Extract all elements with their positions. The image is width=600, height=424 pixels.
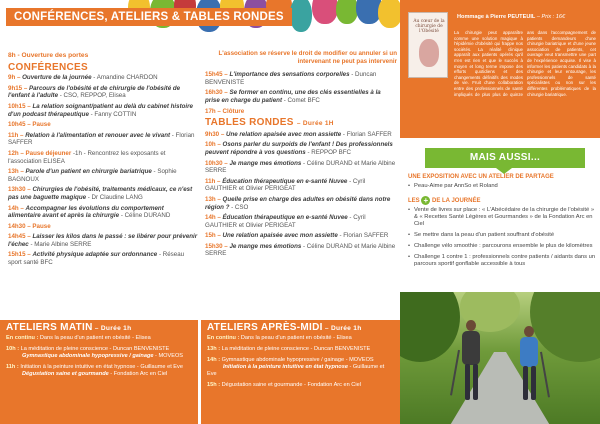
- plus-icon: +: [421, 196, 430, 205]
- table-ronde-speaker: - Cyril GAUTHIER et Olivier PERIGEAT: [205, 214, 366, 229]
- table-ronde-speaker: - CSO: [229, 203, 249, 211]
- atelier-matin-item: [6, 346, 192, 360]
- conference-time: 11h –: [8, 131, 26, 139]
- atelier-matin-label: Dans la peau d'un patient en obésité - Elisea: [39, 335, 151, 341]
- conference-time: 14h45 –: [8, 233, 33, 241]
- plus-list-item: • Challenge 1 contre 1 : professionnels contre patients / aidants dans un parcours sportif gonflable accessible à tous: [414, 254, 596, 268]
- book-cover-image: [408, 12, 448, 78]
- opening-time: 8h - Ouverture des portes: [8, 52, 89, 59]
- ateliers-matin-box: [0, 320, 198, 424]
- conference-time: 9h15 –: [8, 84, 29, 92]
- conference-item: [205, 71, 397, 86]
- conference-time: 12h – Pause déjeuner: [8, 149, 72, 157]
- atelier-apres-midi-time: 14h :: [207, 357, 222, 363]
- atelier-apres-midi-item: [207, 357, 394, 378]
- second-column: [205, 50, 397, 261]
- conference-item: [205, 89, 397, 104]
- atelier-matin-item: [6, 364, 192, 378]
- conference-time: 9h –: [8, 74, 23, 82]
- table-ronde-speaker: - Florian SAFFER: [337, 232, 389, 240]
- conference-item: [8, 74, 198, 82]
- conference-time: 16h30 –: [205, 89, 230, 97]
- table-ronde-item: [205, 178, 397, 193]
- conference-speaker: - Comet BFC: [282, 96, 320, 104]
- atelier-matin-label: La méditation de pleine conscience - Duncan BENVENISTE: [20, 346, 170, 352]
- hommage-price: – Prix : 16€: [536, 14, 566, 20]
- atelier-matin-time: 10h :: [6, 346, 21, 352]
- conference-time: 15h15 –: [8, 251, 33, 259]
- conference-time: 10h45 – Pause: [8, 121, 51, 129]
- atelier-matin-extra: Dégustation saine et gourmande: [22, 371, 109, 377]
- conference-title: Activité physique adaptée sur ordonnance: [32, 251, 158, 259]
- conference-time: 13h –: [8, 168, 26, 176]
- conference-item: [8, 132, 198, 147]
- conference-time: 10h15 –: [8, 102, 33, 110]
- table-ronde-item: [205, 160, 397, 175]
- conference-speaker: - Céline DURAND: [119, 212, 171, 220]
- ateliers-apres-midi-title: ATELIERS APRÈS-MIDI: [207, 322, 323, 333]
- atelier-apres-midi-label: Dégustation saine et gourmande - Fondation Arc en Ciel: [221, 382, 361, 388]
- table-ronde-title: Une relation apaisée avec mon assiette: [225, 130, 342, 138]
- conferences-heading: CONFÉRENCES: [8, 61, 88, 73]
- book-illustration: [419, 39, 439, 67]
- conferences-list-continued: [205, 71, 397, 115]
- table-ronde-time: 10h –: [205, 141, 223, 149]
- conference-item: [205, 108, 397, 116]
- table-ronde-title: Je mange mes émotions: [229, 159, 302, 167]
- hommage-title: [457, 14, 565, 20]
- header-band: [0, 0, 400, 46]
- conference-title: Se former en continu, une des clés essentielles à la prise en charge du patient: [205, 89, 381, 104]
- atelier-matin-label: Initiation à la peinture intuitive en état hypnose - Guillaume et Eve: [20, 364, 183, 370]
- table-ronde-item: [205, 232, 397, 240]
- tables-rondes-heading: [205, 119, 397, 128]
- ateliers-matin-list: [6, 335, 192, 378]
- conferences-list: [8, 74, 198, 266]
- table-ronde-speaker: - Florian SAFFER: [341, 130, 392, 138]
- ateliers-apres-midi-box: [201, 320, 400, 424]
- atelier-apres-midi-label: Dans la peau d'un patient en obésité - Elisea: [240, 335, 352, 341]
- plus-list: [408, 207, 596, 268]
- conference-item: [8, 150, 198, 165]
- table-ronde-time: 10h30 –: [205, 159, 230, 167]
- hommage-name: Hommage à Pierre PEUTEUIL: [457, 14, 536, 20]
- atelier-matin-extra: Gymnastique abdominale hypopressive / gainage: [22, 353, 154, 359]
- table-ronde-item: [205, 196, 397, 211]
- table-ronde-time: 15h –: [205, 232, 223, 240]
- book-title: Au cœur de la chirurgie de l'Obésité: [413, 19, 445, 34]
- conference-speaker: - Dr Claudine LANG: [86, 193, 143, 201]
- table-ronde-speaker: - Cyril GAUTHIER et Olivier PERIGEAT: [205, 177, 366, 193]
- plus-list-item: • Se mettre dans la peau d'un patient souffrant d'obésité: [414, 232, 596, 239]
- page-title: CONFÉRENCES, ATELIERS & TABLES RONDES: [6, 8, 292, 26]
- tables-rondes-list: [205, 131, 397, 258]
- conference-speaker: - Sophie BAGNOUX: [8, 168, 177, 183]
- conference-title: Ouverture de la journée: [22, 74, 92, 82]
- ateliers-apres-midi-list: [207, 335, 394, 389]
- conference-time: 13h30 –: [8, 186, 33, 194]
- table-ronde-item: [205, 141, 397, 156]
- conference-item: [8, 85, 198, 100]
- conference-title: Chirurgies de l'obésité, traitements médicaux, ce n'est pas une baguette magique: [8, 186, 193, 201]
- atelier-matin-time: En continu :: [6, 335, 40, 341]
- hommage-text: La chirurgie peut apparaître comme une solution magique à l'épidémie d'obésité qui frappe nos sociétés. La réalité clinique apparaît aux patients opérés qu'il n'en est rien et que le succès à moyen et long terme impose des efforts quotidiens et des changements définitifs des modes de vie. Fruit d'une collaboration entre des professionnels de santé impliqués de plus plus de quinze ans dans l'accompagnement de patients demandeurs d'une chirurgie bariatrique et d'une jeune association de patients, cet ouvrage veut transmettre une part de l'expérience acquise. Il vise à informer les patients candidats à la chirurgie et leur entourage, les professionnels de santé spécialistes ou non sur les différentes problématiques de la chirurgie bariatrique.: [454, 30, 596, 97]
- atelier-matin-extra-speaker: - Fondation Arc en Ciel: [108, 371, 168, 377]
- table-ronde-speaker: - Céline DURAND et Marie Albine SERRE: [205, 159, 396, 175]
- conference-speaker: - Marie Albine SERRE: [28, 240, 92, 248]
- conference-speaker: - Florian SAFFER: [8, 131, 195, 147]
- conference-title: Accompagner les évolutions du comportement alimentaire avant et après la chirurgie: [8, 204, 164, 220]
- ateliers-apres-midi-heading: [207, 324, 394, 332]
- conference-title: Parcours de l'obésité et de chirurgie de l'obésité de l'enfant à l'adulte: [8, 84, 181, 100]
- table-ronde-title: Une relation apaisée avec mon assiette: [222, 232, 338, 240]
- plus-heading: [408, 196, 596, 205]
- plus-heading-right: DE LA JOURNÉE: [430, 198, 481, 205]
- table-ronde-speaker: - REPPOP BFC: [305, 148, 352, 156]
- ateliers-matin-heading: [6, 324, 192, 332]
- conference-item: [8, 103, 198, 118]
- conference-speaker: - Fanny COTTIN: [88, 110, 137, 118]
- conference-time: 17h – Clôture: [205, 107, 245, 115]
- table-ronde-speaker: - Céline DURAND et Marie Albine SERRE: [205, 242, 396, 258]
- ateliers-matin-title: ATELIERS MATIN: [6, 322, 93, 333]
- atelier-apres-midi-item: [207, 335, 394, 342]
- conference-item: [8, 205, 198, 220]
- table-ronde-title: Je mange mes émotions: [229, 242, 302, 250]
- table-ronde-time: 13h –: [205, 195, 223, 203]
- conference-speaker: - Amandine CHARDON: [91, 74, 158, 82]
- atelier-apres-midi-extra: Initiation à la peinture intuitive en état hypnose: [223, 364, 348, 370]
- atelier-apres-midi-label: Gymnastique abdominale hypopressive / gainage - MOVEOS: [221, 357, 374, 363]
- conference-item: [8, 223, 198, 231]
- table-ronde-item: [205, 243, 397, 258]
- conference-speaker: -1h - Rencontrez les exposants et l'association ELISEA: [8, 149, 166, 165]
- table-ronde-title: Osons parler du surpoids de l'enfant ! Des professionnels peuvent répondre à vos questions: [205, 141, 393, 156]
- conference-title: Relation à l'alimentation et renouer avec le vivant: [25, 131, 171, 139]
- tables-rondes-duration: – Durée 1H: [296, 120, 334, 128]
- atelier-apres-midi-label: La méditation de pleine conscience - Duncan BENVENISTE: [221, 346, 371, 352]
- plus-heading-left: LES: [408, 198, 422, 205]
- conference-item: [8, 251, 198, 266]
- table-ronde-item: [205, 214, 397, 229]
- atelier-matin-item: [6, 335, 192, 342]
- conference-title: Laisser les kilos dans le passé : se libérer pour prévenir l'échec: [8, 233, 198, 248]
- table-ronde-time: 11h –: [205, 177, 223, 185]
- conference-speaker: - Duncan BENVENISTE: [205, 71, 377, 86]
- extras-column: [408, 174, 596, 272]
- table-ronde-time: 9h30 –: [205, 130, 226, 138]
- exposition-heading: UNE EXPOSITION AVEC UN ATELIER DE PARTAGE: [408, 174, 554, 180]
- conference-speaker: - CSO, REPPOP, Elisea: [58, 92, 126, 100]
- table-ronde-time: 14h –: [205, 214, 223, 222]
- conferences-column: [8, 50, 198, 270]
- conference-title: Parole d'un patient en chirurgie bariatrique: [25, 168, 152, 176]
- nordic-walking-photo: [400, 292, 600, 424]
- table-ronde-item: [205, 131, 397, 139]
- plus-list-item: • Vente de livres sur place : « L'Abécédaire de la chirurgie de l'obésité » & « Recettes Santé Légères et Gourmandes » de la Fondation Arc en Ciel: [414, 207, 596, 228]
- conference-item: [8, 186, 198, 201]
- atelier-apres-midi-item: [207, 382, 394, 389]
- conference-speaker: - Réseau sport santé BFC: [8, 251, 185, 267]
- conference-item: [8, 233, 198, 248]
- table-ronde-title: Éducation thérapeutique en e-santé Nuvee: [222, 177, 348, 185]
- table-ronde-title: Quelle prise en charge des adultes en obésité dans notre région ?: [205, 195, 391, 211]
- atelier-apres-midi-time: En continu :: [207, 335, 241, 341]
- atelier-apres-midi-item: [207, 346, 394, 353]
- atelier-apres-midi-time: 15h :: [207, 382, 222, 388]
- tables-rondes-title: TABLES RONDES: [205, 117, 294, 129]
- conference-item: [8, 121, 198, 129]
- conference-title: La relation soignant/patient au delà du cabinet histoire d'un podcast thérapeutique: [8, 102, 193, 118]
- conference-title: L'importance des sensations corporelles: [229, 71, 350, 79]
- table-ronde-time: 15h30 –: [205, 242, 230, 250]
- conference-item: [8, 168, 198, 183]
- conference-time: 14h –: [8, 204, 26, 212]
- conference-time: 15h45 –: [205, 71, 230, 79]
- mais-aussi-banner: MAIS AUSSI...: [425, 148, 585, 168]
- table-ronde-title: Éducation thérapeutique en e-santé Nuvee: [222, 214, 348, 222]
- atelier-matin-time: 11h :: [6, 364, 21, 370]
- atelier-apres-midi-time: 13h :: [207, 346, 222, 352]
- atelier-apres-midi-extra-speaker: - Guillaume et Eve: [207, 364, 385, 377]
- conference-time: 14h30 – Pause: [8, 222, 51, 230]
- ateliers-apres-midi-duration: – Durée 1h: [322, 325, 362, 332]
- plus-list-item: • Challenge vélo smoothie : parcourons ensemble le plus de kilomètres: [414, 243, 596, 250]
- atelier-matin-extra-speaker: - MOVEOS: [153, 353, 184, 359]
- hommage-panel: [400, 0, 600, 138]
- disclaimer-note: L'association se réserve le droit de modifier ou annuler si un intervenant ne peut pas intervenir: [218, 50, 397, 65]
- ateliers-matin-duration: – Durée 1h: [92, 325, 132, 332]
- exposition-item: • Peau-Aime par AnnSo et Roland: [414, 183, 596, 190]
